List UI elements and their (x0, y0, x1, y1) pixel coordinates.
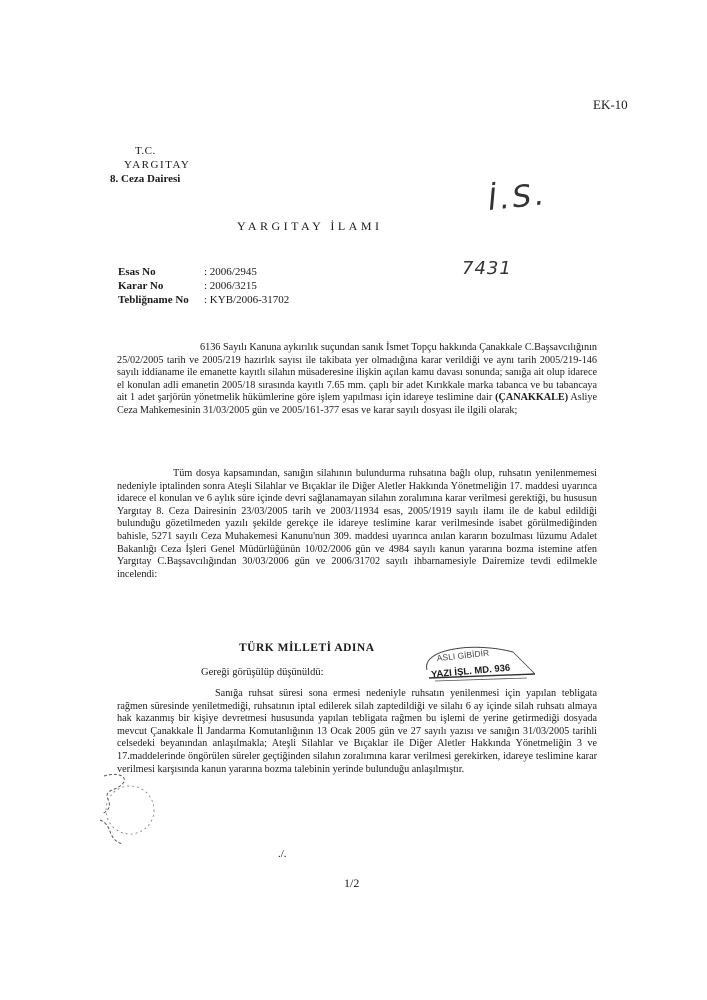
reference-key: Tebliğname No (118, 294, 189, 306)
seal-mark (94, 768, 174, 858)
handwritten-note: İ.S. (486, 177, 549, 218)
reference-value: : 2006/3215 (204, 280, 257, 292)
reference-key: Esas No (118, 266, 156, 278)
header-line-chamber: 8. Ceza Dairesi (110, 173, 181, 185)
reference-value: : 2006/2945 (204, 266, 257, 278)
paragraph-decision: Sanığa ruhsat süresi sona ermesi nedeniyle ruhsatın yenilenmesi için yapılan tebligata rağmen süresinde yeniletmediği, ruhsatının iptal edilerek silah zaptedildiği ve silahı 6 ay içinde silah ruhsatı almaya hak kazanmış bir kişiye devretmesi hususunda yapılan tebligata rağmen bu işlemi de yerine getirmediği dosyada mevcut Çanakkale İl Jandarma Komutanlığının 13 Ocak 2005 gün ve 27 sayılı yazısı ve sanığın 31/03/2005 tarihli celsedeki beyanından anlaşılmakla; Ateşli Silahlar ve Bıçaklar ile Diğer Aletler Hakkında Yönetmeliğin 3 ve 17.maddelerinde öngörülen süreler geçtiğinden silahın zoralımına karar verilmesi gerekirken, idareye teslimine karar verilmesi karşısında kanun yararına bozma talebinin yerinde bulunduğu anlaşılmıştır. (117, 688, 597, 775)
paragraph-text: Asliye Ceza Mahkemesinin 31/03/2005 gün ve 2005/161-377 esas ve karar sayılı dosyası ile ilgili olarak; (117, 392, 598, 416)
reference-block (118, 265, 289, 307)
annex-label: EK-10 (593, 97, 628, 112)
document-title: YARGITAY İLAMI (237, 219, 383, 233)
reference-value: : KYB/2006-31702 (204, 294, 290, 306)
reference-key: Karar No (118, 280, 164, 292)
section-title: TÜRK MİLLETİ ADINA (239, 642, 375, 654)
paragraph-text: 6136 Sayılı Kanuna aykırılık suçundan sanık İsmet Topçu hakkında Çanakkale C.Başsavcılığının 25/02/2005 tarih ve 2005/219 hazırlık sayısı ile takibata yer olmadığına karar verildiği ve aynı tarih 2005/219-146 sayılı iddianame ile emanette kayıtlı silahın müsaderesine ilişkin açılan kamu davası sonunda; sanığa ait olup idarece el konulan adli emanetin 2005/18 sırasında kayıtlı 7.65 mm. çaplı bir adet Kırıkkale marka tabanca ve bu tabancaya ait 1 adet şarjörün yönetmelik hükümlerine göre işlem yapılması için idareye teslimine dair (117, 342, 597, 404)
page-number: 1/2 (344, 876, 360, 890)
continuation-mark: ./. (278, 848, 287, 860)
handwritten-number: 7431 (462, 258, 512, 279)
paragraph-review: Tüm dosya kapsamından, sanığın silahının bulundurma ruhsatına bağlı olup, ruhsatın yenilenmemesi nedeniyle iptalinden sonra Ateşli Silahlar ve Bıçaklar ile Diğer Aletler Hakkında Yönetmeliğin 17. maddesi uyarınca idarece el konulan ve 6 aylık süre içinde devri sağlanamayan silahın zoralımına karar verilmesi gerektiği, bu hususun Yargıtay 8. Ceza Dairesinin 23/03/2005 tarih ve 2003/11934 esas, 2005/1919 sayılı ilamı ile de kabul edildiği bulunduğu gözetilmeden yazılı şekilde gerekçe ile idareye teslimine karar verilmesinde isabet görülmediğinden bahisle, 5271 sayılı Ceza Muhakemesi Kanunu'nun 309. maddesi uyarınca anılan kararın bozulması lüzumu Adalet Bakanlığı Ceza İşleri Genel Müdürlüğünün 10/02/2006 gün ve 4984 sayılı kanun yararına bozma istemine atfen Yargıtay C.Başsavcılığından 30/03/2006 gün ve 2006/31702 sayılı ihbarnamesiyle Dairemize tevdi edilmekle incelendi: (117, 468, 597, 580)
paragraph-deliberation: Gereği görüşülüp düşünüldü: (201, 667, 324, 678)
court-header (110, 144, 190, 186)
reference-row (118, 265, 289, 279)
header-line-tc: T.C. (135, 145, 156, 157)
header-line-yargitay: YARGITAY (124, 159, 191, 171)
stamp-line-1: ASLI GİBİDİR (436, 647, 490, 664)
reference-row (118, 279, 289, 293)
reference-row (118, 293, 289, 307)
paragraph-case-summary (117, 342, 597, 418)
court-name: (ÇANAKKALE) (495, 392, 569, 404)
stamp-line-2: YAZI İŞL. MD. 936 (430, 662, 511, 681)
